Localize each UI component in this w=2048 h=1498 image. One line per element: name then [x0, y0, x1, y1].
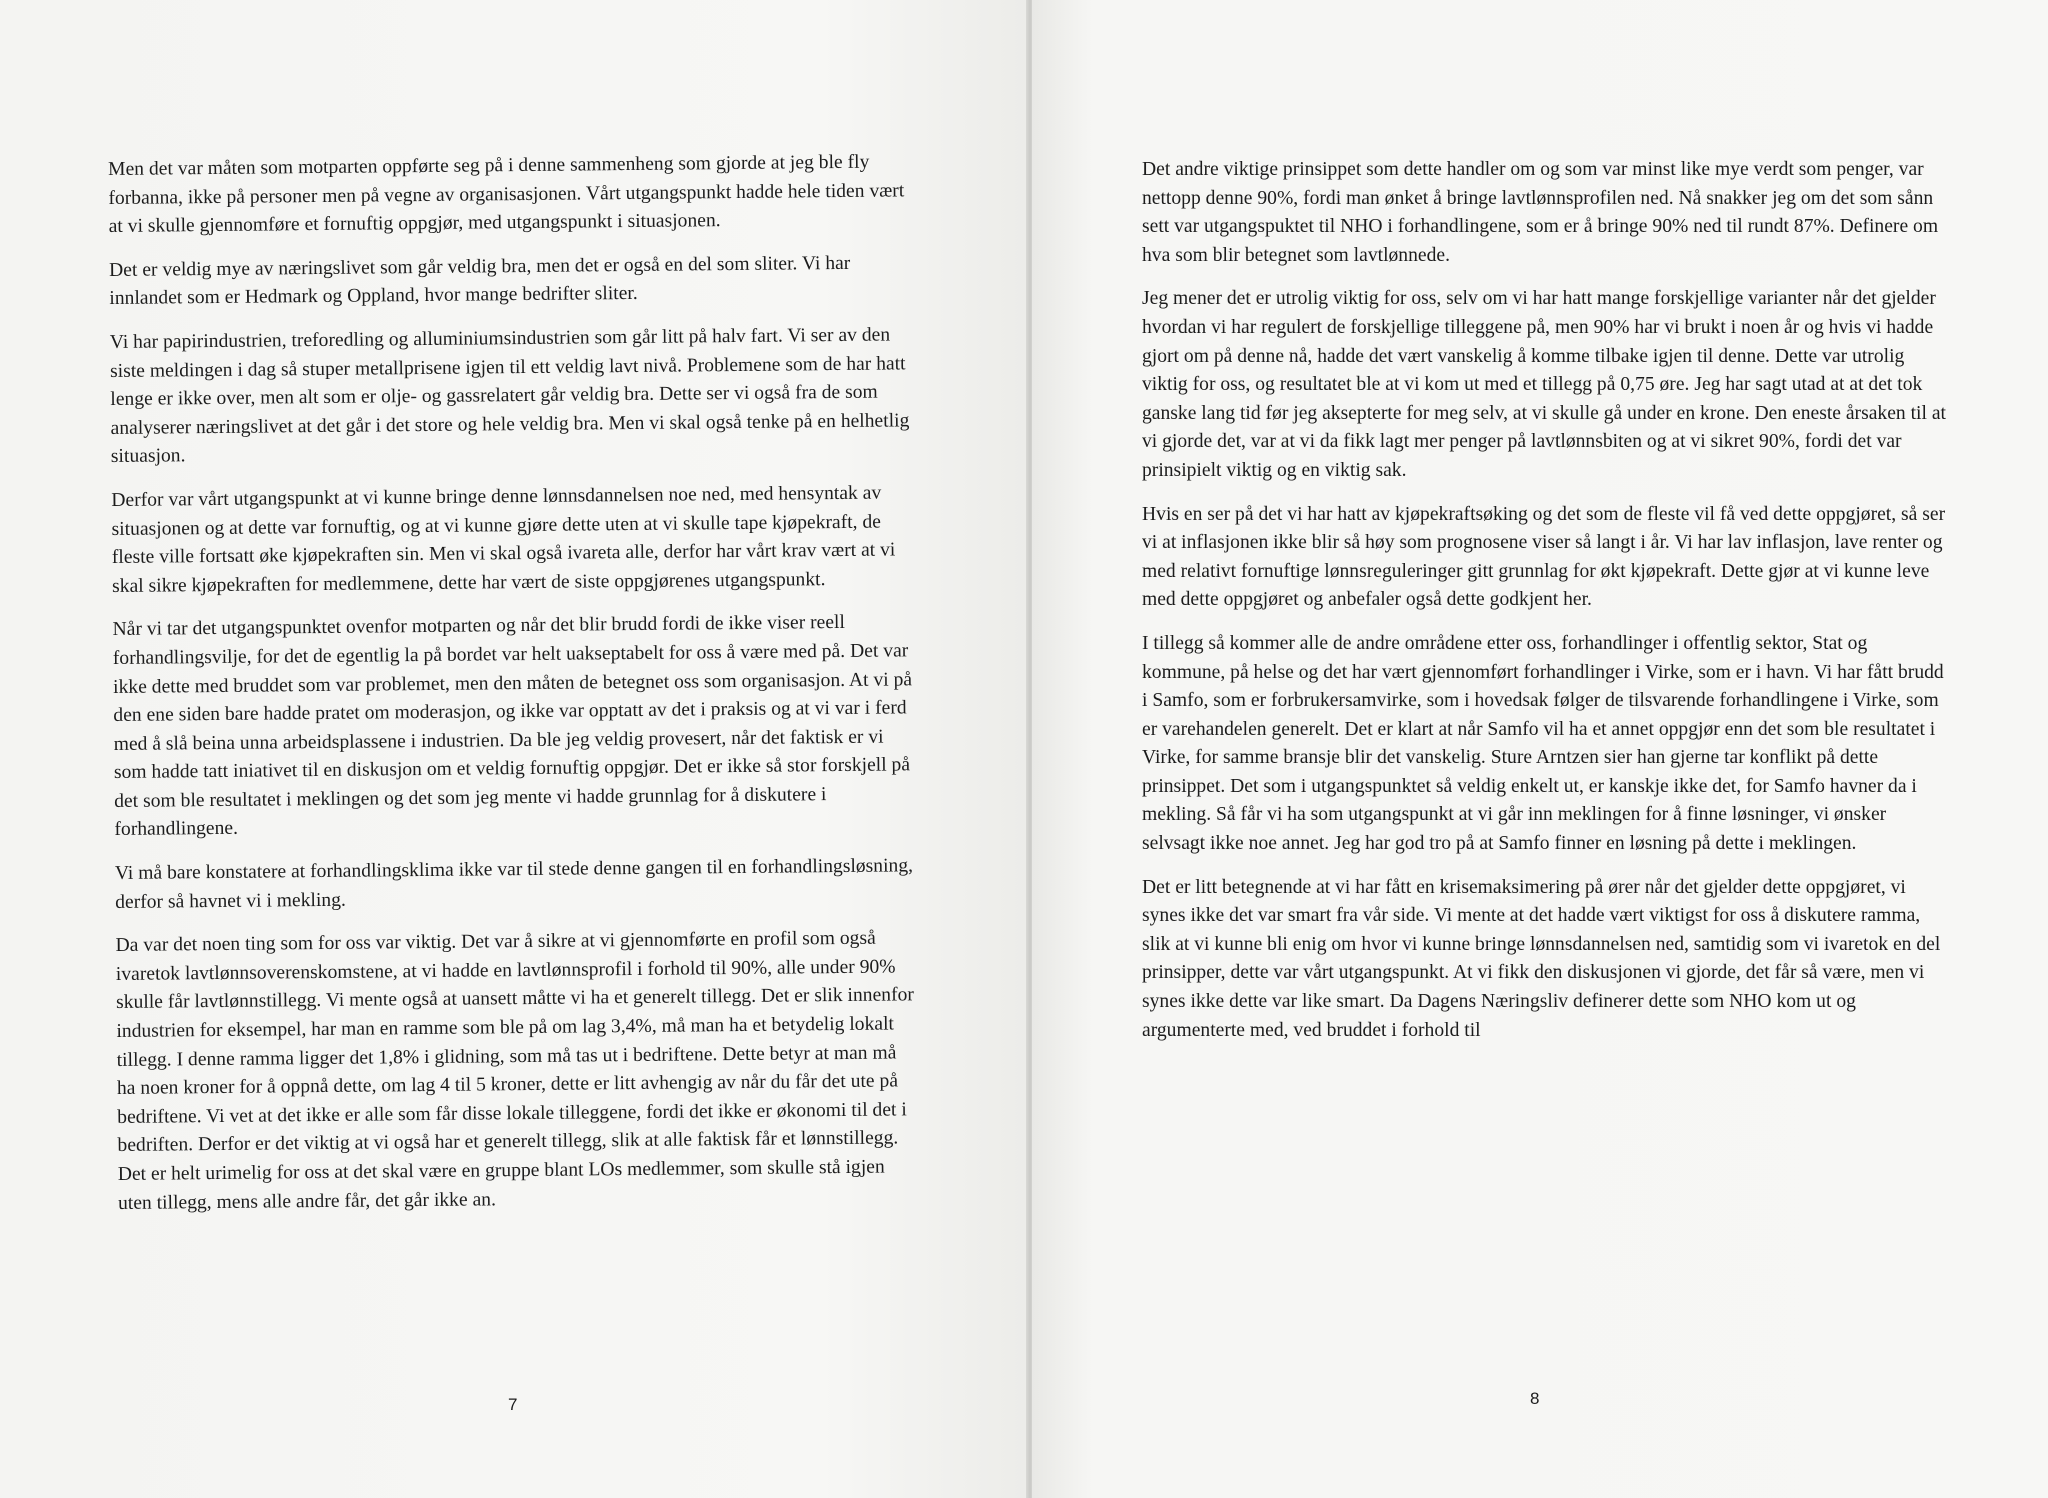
right-page: [1032, 0, 2048, 1498]
right-page-body: [1142, 156, 1952, 1060]
paragraph: Hvis en ser på det vi har hatt av kjøpekraftsøking og det som de fleste vil få ved dette oppgjøret, så ser vi at inflasjonen ikke blir så høy som prognosene viser så langt i år. Vi har lav inflasjon, lave renter og med relativt fornuftige lønnsreguleringer gitt grunnlag for økt kjøpekraft. Dette gjør at vi kunne leve med dette oppgjøret og anbefaler også dette godkjent her.: [1142, 503, 1946, 611]
paragraph: Da var det noen ting som for oss var viktig. Det var å sikre at vi gjennomførte en profil som også ivaretok lavtlønnsoverenskomstene, at vi hadde en lavtlønnsprofil i forhold til 90%, alle under 90% skulle får lavtlønnstillegg. Vi mente også at uansett måtte vi ha et generelt tillegg. Det er slik innenfor industrien for eksempel, har man en ramme som ble på om lag 3,4%, må man ha et betydelig lokalt tillegg. I denne ramma ligger det 1,8% i glidning, som må tas ut i bedriftene. Dette betyr at man må ha noen kroner for å oppnå dette, om lag 4 til 5 kroner, dette er litt avhengig av når du får det ute på bedriftene. Vi vet at det ikke er alle som får disse lokale tilleggene, fordi det ikke er økonomi til det i bedriften. Derfor er det viktig at vi også har et generelt tillegg, slik at alle faktisk får et lønnstillegg. Det er helt urimelig for oss at det skal være en gruppe blant LOs medlemmer, som skulle stå igjen uten tillegg, mens alle andre får, det går ikke an.: [115, 927, 914, 1214]
page-number: 8: [1530, 1389, 1540, 1408]
paragraph: Når vi tar det utgangspunktet ovenfor motparten og når det blir brudd fordi de ikke viser reell forhandlingsvilje, for det de egentlig la på bordet var helt uakseptabelt for oss å være med på. Det var ikke dette med bruddet som var problemet, men den måten de betegnet oss som organisasjon. At vi på den ene siden bare hadde pratet om moderasjon, og ikke var opptatt av det i praksis og at vi var i ferd med å slå beina unna arbeidsplassene i industrien. Da ble jeg veldig provesert, når det faktisk er vi som hadde tatt iniativet til en diskusjon om et veldig fornuftig oppgjør. Det er ikke så stor forskjell på det som ble resultatet i meklingen og det som jeg mente vi hadde grunnlag for å diskutere i forhandlingene.: [112, 612, 913, 841]
paragraph: Det er litt betegnende at vi har fått en krisemaksimering på ører når det gjelder dette oppgjøret, vi synes ikke det var smart fra vår side. Vi mente at det hadde vært viktigst for oss å diskutere ramma, slik at vi kunne bli enig om hvor vi kunne bringe lønnsdannelsen ned, samtidig som vi ivaretok en del prinsipper, dette var vårt utgangspunkt. At vi fikk den diskusjonen vi gjorde, det får så være, men vi synes ikke dette var like smart. Da Dagens Næringsliv definerer dette som NHO kom ut og argumenterte med, ved bruddet i forhold til: [1142, 876, 1941, 1041]
paragraph: Det andre viktige prinsippet som dette handler om og som var minst like mye verdt som penger, var nettopp denne 90%, fordi man ønket å bringe lavtlønnsprofilen ned. Nå snakker jeg om det som sånn sett var utgangspuktet til NHO i forhandlingene, som er å bringe 90% ned til rundt 87%. Definere om hva som blir betegnet som lavtlønnede.: [1142, 159, 1939, 266]
paragraph: Det er veldig mye av næringslivet som går veldig bra, men det er også en del som sliter. Vi har innlandet som er Hedmark og Oppland, hvor mange bedrifter sliter.: [108, 252, 851, 310]
left-page-body: [108, 148, 918, 1233]
paragraph: Derfor var vårt utgangspunkt at vi kunne bringe denne lønnsdannelsen noe ned, med hensyntak av situasjonen og at dette var fornuftig, og at vi kunne gjøre dette uten at vi skulle tape kjøpekraft, de fleste ville fortsatt øke kjøpekraften sin. Men vi skal også ivareta alle, derfor har vårt krav vært at vi skal sikre kjøpekraften for medlemmene, dette har vært de siste oppgjørenes utgangspunkt.: [111, 482, 896, 597]
paragraph: Vi må bare konstatere at forhandlingsklima ikke var til stede denne gangen til en forhandlingsløsning, derfor så havnet vi i mekling.: [114, 855, 914, 913]
paragraph: I tillegg så kommer alle de andre områdene etter oss, forhandlinger i offentlig sektor, Stat og kommune, på helse og det har vært gjennomført forhandlinger i Virke, som er i havn. Vi har fått brudd i Samfo, som er forbrukersamvirke, som i hovedsak følger de tilsvarende forhandlingene i Virke, som er varehandelen generelt. Det er klart at når Samfo vil ha et annet oppgjør enn det som ble resultatet i Virke, for samme bransje blir det vanskelig. Sture Arntzen sier han gjerne tar konflikt på dette prinsippet. Det som i utgangspunktet så veldig enkelt ut, er kanskje ikke det, for Samfo havner da i mekling. Så får vi ha som utgangspunkt at vi går inn meklingen for å finne løsninger, vi ønsker selvsagt ikke noe annet. Jeg har god tro på at Samfo finner en løsning på dette i meklingen.: [1142, 632, 1944, 855]
page-number: 7: [508, 1395, 518, 1414]
paragraph: Vi har papirindustrien, treforedling og alluminiumsindustrien som går litt på halv fart. Vi ser av den siste meldingen i dag så stuper metallprisene igjen til ett veldig lavt nivå. Problemene som de har hatt lenge er ikke over, men alt som er olje- og gassrelatert går veldig bra. Dette ser vi også fra de som analyserer næringslivet at det går i det store og hele veldig bra. Men vi skal også tenke på en helhetlig situasjon.: [109, 324, 910, 468]
paragraph: Men det var måten som motparten oppførte seg på i denne sammenheng som gjorde at jeg ble fly forbanna, ikke på personer men på vegne av organisasjonen. Vårt utgangspunkt hadde hele tiden vært at vi skulle gjennomføre et fornuftig oppgjør, med utgangspunkt i situasjonen.: [108, 151, 905, 238]
paragraph: Jeg mener det er utrolig viktig for oss, selv om vi har hatt mange forskjellige varianter når det gjelder hvordan vi har regulert de forskjellige tilleggene på, men 90% har vi brukt i noen år og hvis vi hadde gjort om på denne nå, hadde det vært vanskelig å komme tilbake igjen til denne. Dette var utrolig viktig for oss, og resultatet ble at vi kom ut med et tillegg på 0,75 øre. Jeg har sagt utad at at det tok ganske lang tid før jeg aksepterte for meg selv, at vi skulle gå under en krone. Den eneste årsaken til at vi gjorde det, var at vi da fikk lagt mer penger på lavtlønnsbiten og at vi sikret 90%, fordi det var prinsipielt viktig og en viktig sak.: [1142, 288, 1946, 481]
